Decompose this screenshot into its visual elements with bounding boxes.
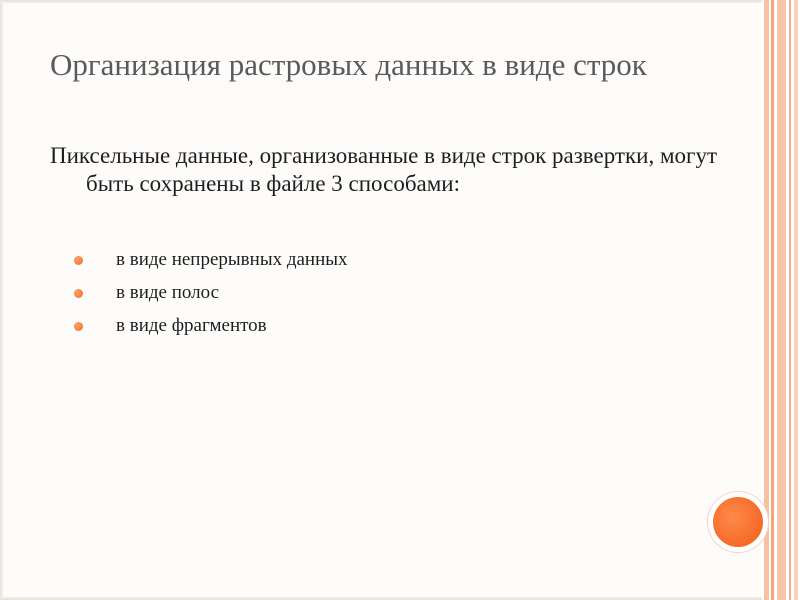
slide-title: Организация растровых данных в виде строк: [50, 47, 647, 82]
list-item-text: в виде полос: [116, 282, 220, 303]
decorative-stripes: [762, 0, 800, 600]
body-paragraph: Пиксельные данные, организованные в виде строк развертки, могут быть сохранены в файле 3 способами:: [50, 143, 717, 196]
orange-circle-icon: [713, 497, 763, 547]
list-item: [72, 278, 348, 311]
stripe: [771, 0, 774, 600]
list-item: [72, 245, 348, 278]
stripe: [789, 0, 791, 600]
orange-circle-bullet-icon: [74, 322, 83, 331]
list-item-text: в виде фрагментов: [116, 315, 267, 336]
orange-circle-bullet-icon: [74, 289, 83, 298]
frame-left-edge: [0, 0, 3, 600]
stripe: [794, 0, 798, 600]
bullet-list: [72, 245, 348, 344]
list-item-text: в виде непрерывных данных: [116, 249, 348, 270]
stripe: [764, 0, 769, 600]
list-item: [72, 311, 348, 344]
frame-top-edge: [0, 0, 800, 3]
orange-circle-bullet-icon: [74, 256, 83, 265]
stripe: [777, 0, 786, 600]
